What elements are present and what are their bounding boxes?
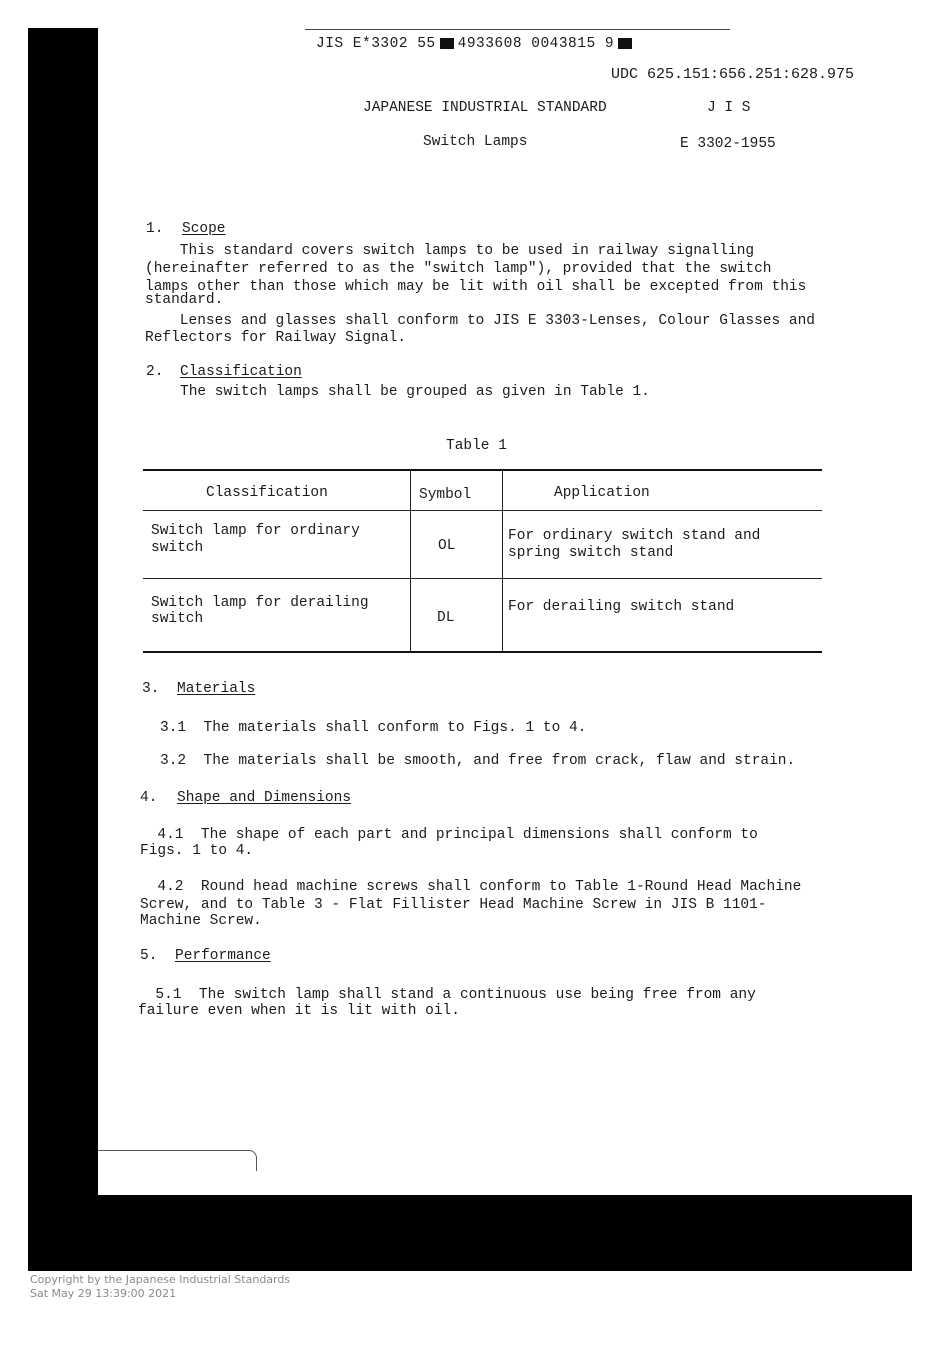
org-name: JAPANESE INDUSTRIAL STANDARD [363,100,607,116]
document-code-line [316,36,636,53]
table-cell: For ordinary switch stand and [508,528,761,544]
scope-line-6: Reflectors for Railway Signal. [145,330,407,346]
table-cell-symbol: DL [437,610,455,626]
code-prefix: JIS E*3302 55 [316,36,436,52]
scope-line-5: Lenses and glasses shall conform to JIS E 3303-Lenses, Colour Glasses and [145,313,816,329]
table-cell-symbol: OL [438,538,456,554]
section-2-number: 2. [146,364,164,380]
scan-artifact-bracket [98,1150,257,1171]
shape-item-1-line-1: 4.1 The shape of each part and principal dimensions shall conform to [140,827,758,843]
table-cell: For derailing switch stand [508,599,735,615]
header-rule [305,29,730,30]
classification-text: The switch lamps shall be grouped as given in Table 1. [180,384,650,400]
table-col-divider [410,470,411,651]
section-4-heading: Shape and Dimensions [177,790,352,806]
table-col-divider [502,470,503,651]
section-5-number: 5. [140,948,158,964]
doc-number: E 3302-1955 [680,136,776,152]
table-top-rule [143,469,822,471]
table-cell: spring switch stand [508,545,674,561]
section-1-heading: Scope [182,221,226,237]
table-cell: switch [151,611,204,627]
table-cell: Switch lamp for ordinary [151,523,360,539]
section-5-heading: Performance [175,948,271,964]
scan-border-bottom [28,1195,912,1271]
table-header-rule [143,510,822,511]
timestamp: Sat May 29 13:39:00 2021 [30,1287,177,1300]
scope-line-3: lamps other than those which may be lit with oil shall be excepted from this [145,279,807,295]
materials-item-1: 3.1 The materials shall conform to Figs. 1 to 4. [160,720,587,736]
table-header-application: Application [554,485,650,501]
scope-line-2: (hereinafter referred to as the "switch lamp"), provided that the switch [145,261,772,277]
code-mid: 4933608 0043815 9 [457,36,615,52]
performance-item-1-line-1: 5.1 The switch lamp shall stand a continuous use being free from any [138,987,756,1003]
section-2-heading: Classification [180,364,302,380]
table-cell: Switch lamp for derailing [151,595,369,611]
udc-code: UDC 625.151:656.251:628.975 [611,66,855,83]
shape-item-1-line-2: Figs. 1 to 4. [140,843,254,859]
doc-title: Switch Lamps [423,134,528,150]
table-cell: switch [151,540,204,556]
block-mark-icon [618,38,632,49]
scope-line-4: standard. [145,292,224,308]
section-3-heading: Materials [177,681,256,697]
scan-border-left [28,28,98,1271]
table-header-symbol: Symbol [419,487,472,503]
materials-item-2: 3.2 The materials shall be smooth, and free from crack, flaw and strain. [160,753,796,769]
table-bottom-rule [143,651,822,653]
table-row-rule [143,578,822,579]
section-3-number: 3. [142,681,160,697]
shape-item-2-line-2: Screw, and to Table 3 - Flat Fillister Head Machine Screw in JIS B 1101- [140,897,767,913]
scope-line-1: This standard covers switch lamps to be used in railway signalling [145,243,755,259]
shape-item-2-line-3: Machine Screw. [140,913,262,929]
shape-item-2-line-1: 4.2 Round head machine screws shall conform to Table 1-Round Head Machine [140,879,802,895]
section-4-number: 4. [140,790,158,806]
copyright-notice: Copyright by the Japanese Industrial Standards [30,1273,291,1286]
table-caption: Table 1 [446,438,507,454]
table-header-classification: Classification [206,485,328,501]
block-mark-icon [440,38,454,49]
performance-item-1-line-2: failure even when it is lit with oil. [138,1003,460,1019]
section-1-number: 1. [146,221,164,237]
jis-mark: J I S [707,100,751,116]
